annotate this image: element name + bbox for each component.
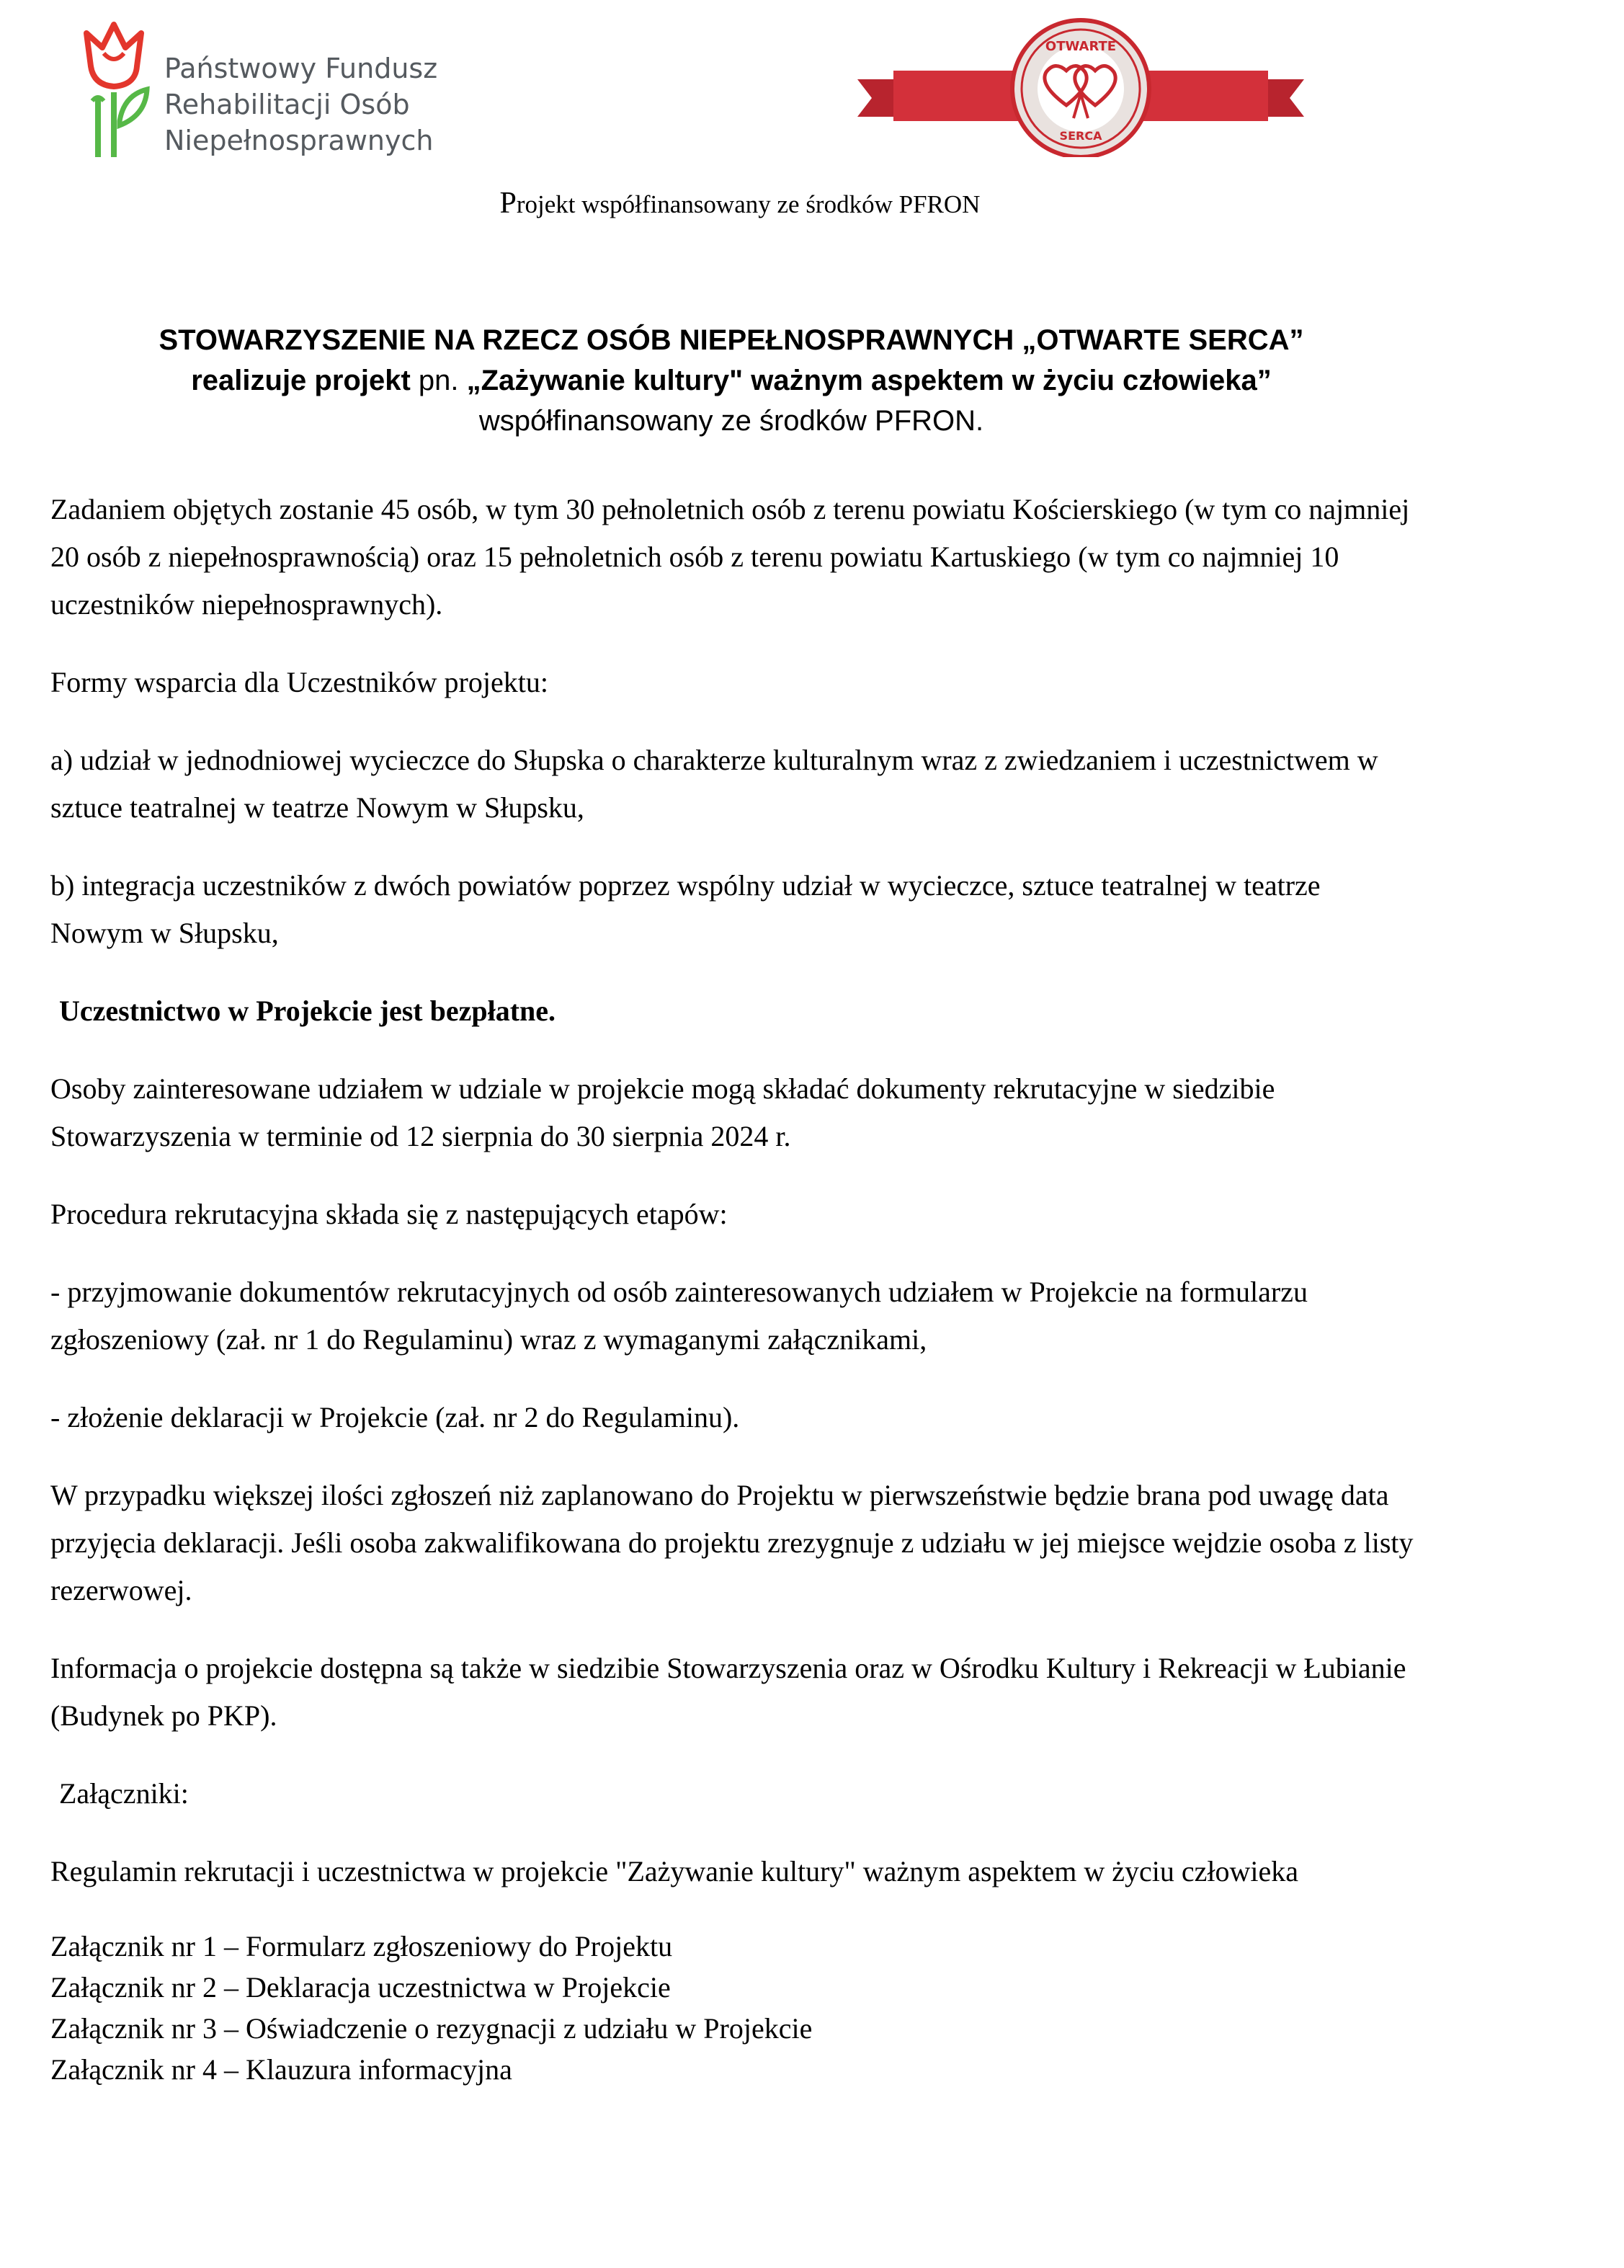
attachment-item: Załącznik nr 4 – Klauzura informacyjna [50,2053,512,2086]
paragraph-support-forms-heading: Formy wsparcia dla Uczestników projektu: [50,666,548,698]
pfron-logo [79,20,483,164]
paragraph-participants: Zadaniem objętych zostanie 45 osób, w tym 30 pełnoletnich osób z terenu powiatu Kościerskiego (w tym co najmniej 20 osób z niepełnosprawnością) oraz 15 pełnoletnich osób z terenu powiatu Kartuskiego (w tym co najmniej 10 uczestników niepełnosprawnych). [50,493,1410,621]
paragraph-free-participation: Uczestnictwo w Projekcie jest bezpłatne. [59,995,556,1027]
attachment-item: Załącznik nr 1 – Formularz zgłoszeniowy do Projektu [50,1930,673,1962]
title-line-2 [0,360,1463,401]
document-body [50,486,1419,2090]
cofinanced-first-letter: P [499,187,517,220]
pfron-name-line-2: Rehabilitacji Osób [164,89,410,120]
cofinanced-line [0,189,1480,219]
paragraph-support-b: b) integracja uczestników z dwóch powiatów poprzez wspólny udział w wycieczce, sztuce teatralnej w teatrze Nowym w Słupsku, [50,869,1321,949]
paragraph-application-period: Osoby zainteresowane udziałem w udziale w projekcie mogą składać dokumenty rekrutacyjne w siedzibie Stowarzyszenia w terminie od 12 sierpnia do 30 sierpnia 2024 r. [50,1072,1275,1152]
paragraph-priority-rules: W przypadku większej ilości zgłoszeń niż zaplanowano do Projektu w pierwszeństwie będzie brana pod uwagę data przyjęcia deklaracji. Jeśli osoba zakwalifikowana do projektu zrezygnuje z udziału w jej miejsce wejdzie osoba z listy rezerwowej. [50,1479,1414,1606]
pfron-name [164,50,437,159]
title-line-2-bold-b: „Zażywanie kultury" ważnym aspektem w życiu człowieka” [466,365,1272,396]
title-line-3: współfinansowany ze środków PFRON. [478,405,984,437]
paragraph-information: Informacja o projekcie dostępna są także w siedzibie Stowarzyszenia oraz w Ośrodku Kultury i Rekreacji w Łubianie (Budynek po PKP). [50,1652,1406,1732]
attachment-item: Załącznik nr 2 – Deklaracja uczestnictwa w Projekcie [50,1971,671,2004]
paragraph-procedure-heading: Procedura rekrutacyjna składa się z następujących etapów: [50,1198,728,1230]
attachments-list [50,1926,1419,2090]
paragraph-regulations: Regulamin rekrutacji i uczestnictwa w projekcie "Zażywanie kultury" ważnym aspektem w życiu człowieka [50,1855,1298,1887]
title-line-2-bold-a: realizuje projekt [191,365,411,396]
paragraph-support-a: a) udział w jednodniowej wycieczce do Słupska o charakterze kulturalnym wraz z zwiedzaniem i uczestnictwem w sztuce teatralnej w teatrze Nowym w Słupsku, [50,744,1378,824]
title-line-2-plain: pn. [410,365,467,396]
announcement-title [0,320,1463,441]
attachment-item: Załącznik nr 3 – Oświadczenie o rezygnacji z udziału w Projekcie [50,2012,813,2045]
paragraph-attachments-heading: Załączniki: [59,1777,189,1810]
pfron-tulip-icon [79,20,151,161]
cofinanced-rest: rojekt współfinansowany ze środków PFRON [516,190,981,218]
otwarte-serca-logo [850,13,1311,157]
pfron-name-line-1: Państwowy Fundusz [164,53,438,84]
pfron-name-line-3: Niepełnosprawnych [164,125,434,156]
paragraph-procedure-step-2: - złożenie deklaracji w Projekcie (zał. nr 2 do Regulaminu). [50,1401,740,1433]
badge-text-bottom: SERCA [1059,129,1102,143]
paragraph-procedure-step-1: - przyjmowanie dokumentów rekrutacyjnych od osób zainteresowanych udziałem w Projekcie na formularzu zgłoszeniowy (zał. nr 1 do Regulaminu) wraz z wymaganymi załącznikami, [50,1276,1308,1356]
badge-text-top: OTWARTE [1045,39,1117,54]
title-line-1: STOWARZYSZENIE NA RZECZ OSÓB NIEPEŁNOSPRAWNYCH „OTWARTE SERCA” [159,324,1304,356]
